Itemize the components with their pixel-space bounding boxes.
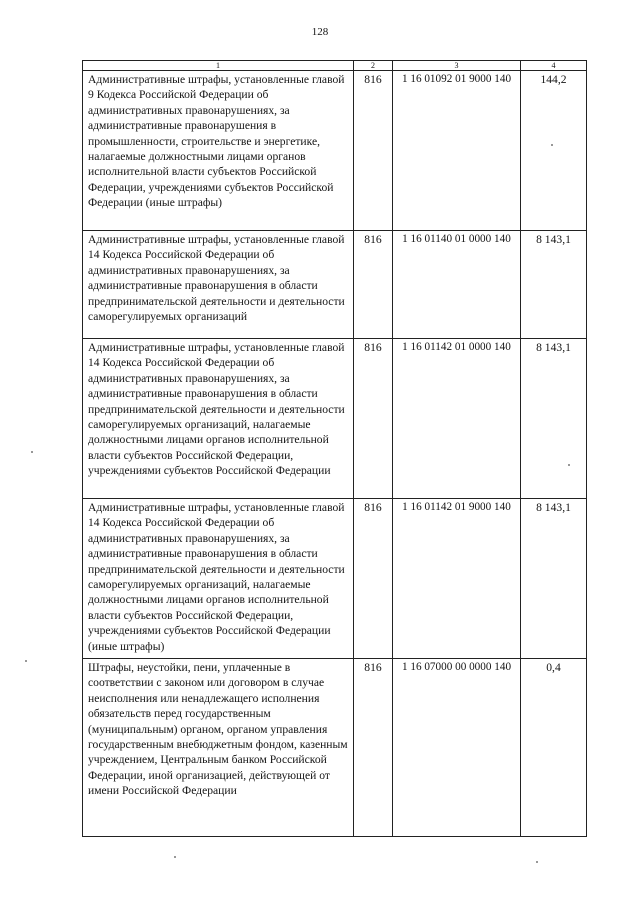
revenue-name-cell: Административные штрафы, установленные главой 14 Кодекса Российской Федерации об административных правонарушениях, за административные правонарушения в области предпринимательской деятельности и деятельности саморегулируемых организаций, налагаемые должностными лицами органов исполнительной власти субъектов Российской Федерации, учреждениями субъектов Российской Федерации bbox=[83, 339, 354, 499]
amount-cell: 144,2 bbox=[521, 71, 587, 231]
scan-speck bbox=[174, 856, 176, 858]
budget-classification-code-cell: 1 16 01142 01 0000 140 bbox=[393, 339, 521, 499]
scan-speck bbox=[551, 144, 553, 146]
administrator-code-cell: 816 bbox=[354, 71, 393, 231]
administrator-code-cell: 816 bbox=[354, 231, 393, 339]
revenue-name-cell: Административные штрафы, установленные главой 9 Кодекса Российской Федерации об административных правонарушениях, за административные правонарушения в промышленности, строительстве и энергетике, налагаемые должностными лицами органов исполнительной власти субъектов Российской Федерации, учреждениями субъектов Российской Федерации (иные штрафы) bbox=[83, 71, 354, 231]
amount-cell: 8 143,1 bbox=[521, 339, 587, 499]
column-number-1: 1 bbox=[83, 61, 354, 71]
table-header-row bbox=[83, 61, 587, 71]
page-number: 128 bbox=[311, 26, 329, 38]
table-row bbox=[83, 231, 587, 339]
column-number-4: 4 bbox=[521, 61, 587, 71]
administrator-code-cell: 816 bbox=[354, 339, 393, 499]
scan-speck bbox=[568, 464, 570, 466]
revenue-name-cell: Административные штрафы, установленные главой 14 Кодекса Российской Федерации об административных правонарушениях, за административные правонарушения в области предпринимательской деятельности и деятельности саморегулируемых организаций, налагаемые должностными лицами органов исполнительной власти субъектов Российской Федерации, учреждениями субъектов Российской Федерации (иные штрафы) bbox=[83, 499, 354, 659]
table-row bbox=[83, 71, 587, 231]
scan-speck bbox=[25, 660, 27, 662]
amount-cell: 8 143,1 bbox=[521, 231, 587, 339]
budget-classification-code-cell: 1 16 07000 00 0000 140 bbox=[393, 659, 521, 837]
amount-cell: 8 143,1 bbox=[521, 499, 587, 659]
table-row bbox=[83, 499, 587, 659]
amount-cell: 0,4 bbox=[521, 659, 587, 837]
revenue-table bbox=[82, 60, 587, 837]
column-number-3: 3 bbox=[393, 61, 521, 71]
administrator-code-cell: 816 bbox=[354, 499, 393, 659]
table-row bbox=[83, 339, 587, 499]
revenue-name-cell: Административные штрафы, установленные главой 14 Кодекса Российской Федерации об административных правонарушениях, за административные правонарушения в области предпринимательской деятельности и деятельности саморегулируемых организаций bbox=[83, 231, 354, 339]
table-row bbox=[83, 659, 587, 837]
revenue-name-cell: Штрафы, неустойки, пени, уплаченные в соответствии с законом или договором в случае неисполнения или ненадлежащего исполнения обязательств перед государственным (муниципальным) органом, органом управления государственным внебюджетным фондом, казенным учреждением, Центральным банком Российской Федерации, иной организацией, действующей от имени Российской Федерации bbox=[83, 659, 354, 837]
column-number-2: 2 bbox=[354, 61, 393, 71]
administrator-code-cell: 816 bbox=[354, 659, 393, 837]
budget-classification-code-cell: 1 16 01140 01 0000 140 bbox=[393, 231, 521, 339]
budget-classification-code-cell: 1 16 01092 01 9000 140 bbox=[393, 71, 521, 231]
budget-classification-code-cell: 1 16 01142 01 9000 140 bbox=[393, 499, 521, 659]
scan-speck bbox=[536, 861, 538, 863]
scan-speck bbox=[31, 451, 33, 453]
